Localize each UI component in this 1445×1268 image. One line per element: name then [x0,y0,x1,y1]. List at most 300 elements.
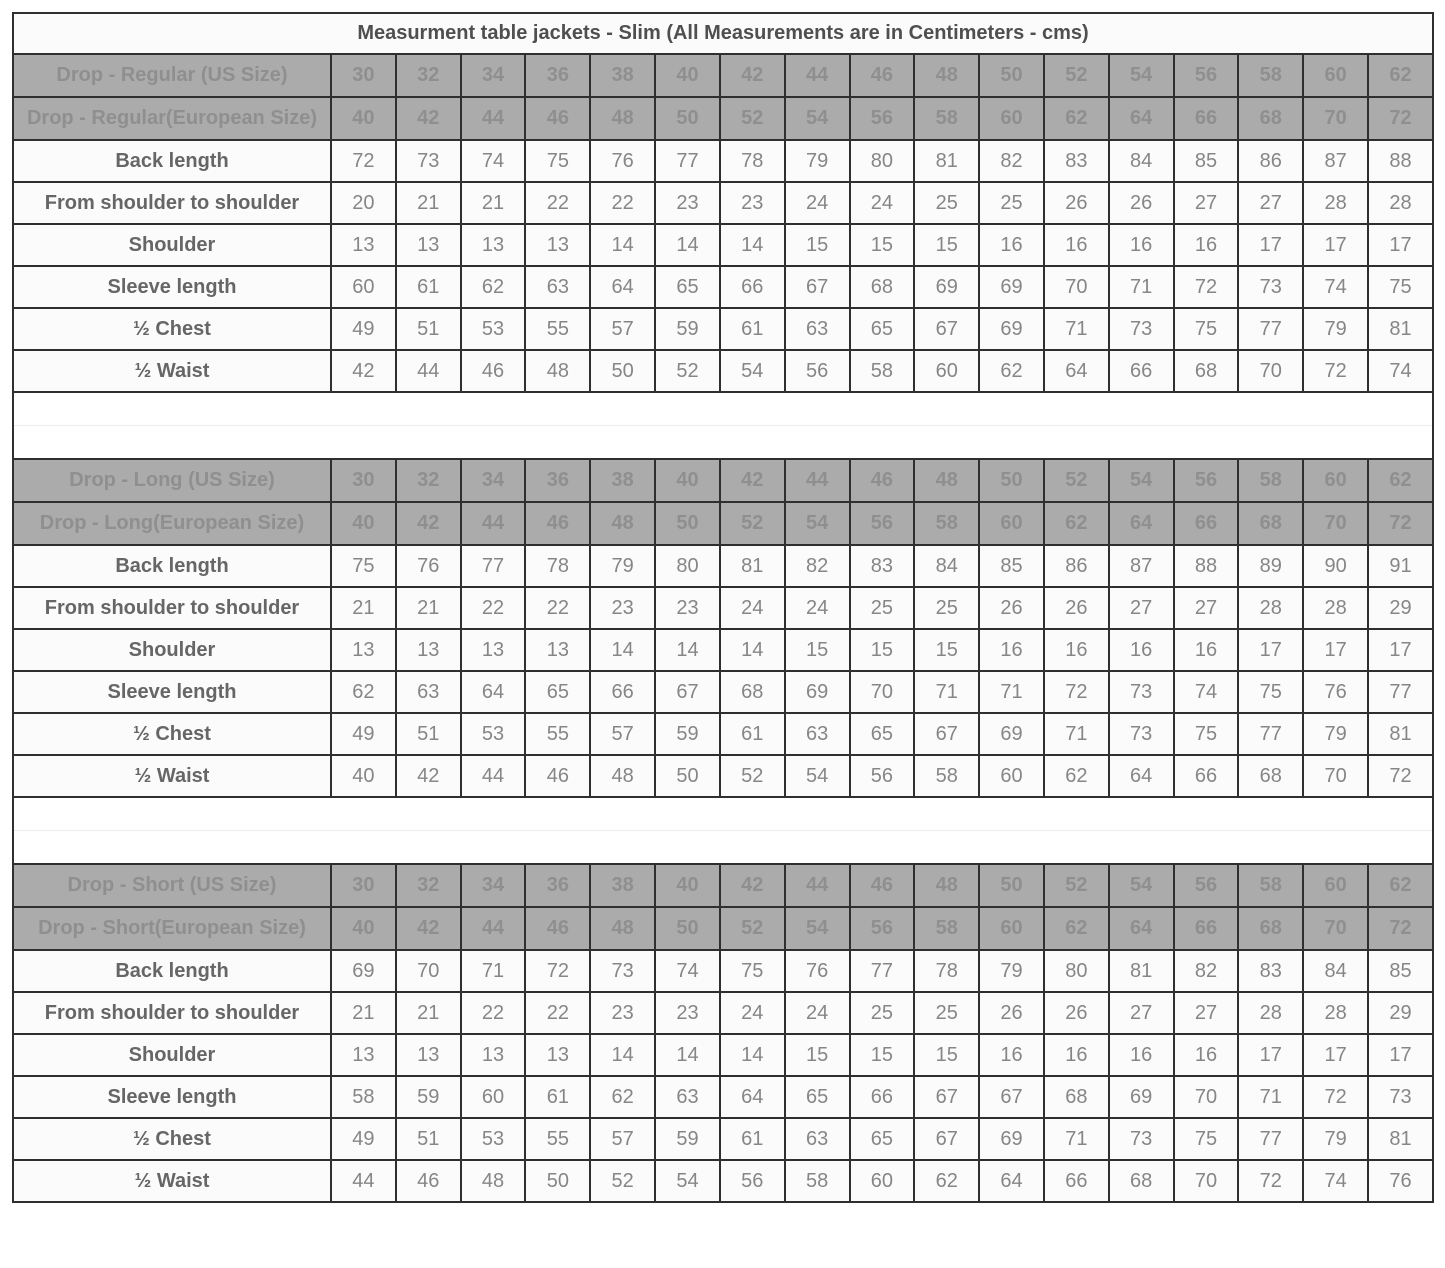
measurement-value-cell: 66 [1174,755,1239,797]
eu-size-cell: 70 [1303,97,1368,140]
measurement-value-cell: 14 [655,1034,720,1076]
measurement-value-cell: 13 [396,224,461,266]
measurement-value-cell: 17 [1368,224,1433,266]
measurement-value-cell: 25 [914,587,979,629]
measurement-value-cell: 87 [1303,140,1368,182]
measurement-value-cell: 76 [1303,671,1368,713]
measurement-value-cell: 76 [785,950,850,992]
measurement-value-cell: 22 [525,992,590,1034]
measurement-value-cell: 63 [785,308,850,350]
measurement-value-cell: 86 [1238,140,1303,182]
measurement-value-cell: 71 [1044,713,1109,755]
eu-size-cell: 46 [525,97,590,140]
measurement-label: Sleeve length [13,671,331,713]
measurement-value-cell: 76 [396,545,461,587]
measurement-value-cell: 28 [1303,587,1368,629]
measurement-value-cell: 56 [850,755,915,797]
eu-size-cell: 70 [1303,502,1368,545]
us-size-cell: 32 [396,864,461,907]
measurement-value-cell: 84 [914,545,979,587]
measurement-value-cell: 77 [655,140,720,182]
measurement-value-cell: 67 [914,713,979,755]
measurement-value-cell: 26 [1044,587,1109,629]
measurement-value-cell: 59 [396,1076,461,1118]
eu-size-cell: 48 [590,97,655,140]
eu-size-cell: 56 [850,502,915,545]
us-size-cell: 34 [461,864,526,907]
measurement-value-cell: 70 [1238,350,1303,392]
measurement-label: Sleeve length [13,266,331,308]
measurement-value-cell: 48 [525,350,590,392]
measurement-value-cell: 40 [331,755,396,797]
us-size-cell: 32 [396,459,461,502]
measurement-value-cell: 21 [396,587,461,629]
measurement-value-cell: 15 [914,224,979,266]
measurement-value-cell: 25 [914,992,979,1034]
eu-size-cell: 62 [1044,502,1109,545]
measurement-value-cell: 81 [1368,713,1433,755]
measurement-value-cell: 44 [331,1160,396,1202]
eu-size-cell: 48 [590,502,655,545]
eu-size-cell: 40 [331,97,396,140]
measurement-label: ½ Chest [13,713,331,755]
measurement-value-cell: 27 [1174,992,1239,1034]
measurement-value-cell: 16 [979,224,1044,266]
measurement-value-cell: 26 [1109,182,1174,224]
measurement-value-cell: 25 [914,182,979,224]
us-size-cell: 42 [720,54,785,97]
measurement-value-cell: 55 [525,1118,590,1160]
measurement-value-cell: 26 [979,992,1044,1034]
measurement-value-cell: 74 [1174,671,1239,713]
us-size-cell: 60 [1303,459,1368,502]
eu-size-cell: 68 [1238,97,1303,140]
measurement-value-cell: 62 [461,266,526,308]
measurement-value-cell: 20 [331,182,396,224]
measurement-value-cell: 16 [1109,629,1174,671]
measurement-value-cell: 69 [979,308,1044,350]
measurement-value-cell: 79 [590,545,655,587]
measurement-label: Shoulder [13,224,331,266]
measurement-label: From shoulder to shoulder [13,992,331,1034]
measurement-value-cell: 17 [1238,629,1303,671]
measurement-value-cell: 74 [1303,266,1368,308]
eu-size-cell: 58 [914,502,979,545]
measurement-value-cell: 73 [1238,266,1303,308]
measurement-value-cell: 75 [720,950,785,992]
measurement-value-cell: 75 [1174,1118,1239,1160]
measurement-value-cell: 81 [1368,1118,1433,1160]
measurement-value-cell: 17 [1368,629,1433,671]
measurement-value-cell: 58 [331,1076,396,1118]
measurement-value-cell: 72 [525,950,590,992]
us-size-cell: 50 [979,459,1044,502]
measurement-value-cell: 25 [850,587,915,629]
measurement-value-cell: 73 [1109,1118,1174,1160]
us-size-cell: 36 [525,864,590,907]
measurement-value-cell: 63 [785,713,850,755]
us-size-cell: 60 [1303,864,1368,907]
eu-size-cell: 64 [1109,502,1174,545]
eu-size-cell: 70 [1303,907,1368,950]
measurement-value-cell: 72 [331,140,396,182]
measurement-value-cell: 22 [525,587,590,629]
measurement-value-cell: 90 [1303,545,1368,587]
measurement-value-cell: 63 [655,1076,720,1118]
measurement-value-cell: 70 [396,950,461,992]
measurement-value-cell: 28 [1303,182,1368,224]
measurement-value-cell: 57 [590,1118,655,1160]
eu-size-cell: 62 [1044,97,1109,140]
eu-size-cell: 68 [1238,907,1303,950]
measurement-row [13,587,1433,629]
measurement-value-cell: 79 [1303,713,1368,755]
us-size-cell: 62 [1368,54,1433,97]
measurement-value-cell: 83 [1238,950,1303,992]
measurement-value-cell: 13 [331,629,396,671]
measurement-value-cell: 76 [1368,1160,1433,1202]
section-header-us-row [13,459,1433,502]
eu-size-cell: 42 [396,907,461,950]
measurement-row [13,545,1433,587]
measurement-value-cell: 59 [655,1118,720,1160]
measurement-value-cell: 72 [1303,350,1368,392]
measurement-value-cell: 62 [331,671,396,713]
section-header-us-row [13,54,1433,97]
measurement-value-cell: 16 [1174,224,1239,266]
measurement-row [13,224,1433,266]
measurement-value-cell: 59 [655,308,720,350]
measurement-value-cell: 62 [590,1076,655,1118]
us-size-cell: 48 [914,864,979,907]
measurement-value-cell: 64 [720,1076,785,1118]
measurement-label: ½ Waist [13,1160,331,1202]
eu-size-cell: 60 [979,502,1044,545]
eu-size-cell: 44 [461,907,526,950]
measurement-value-cell: 27 [1174,182,1239,224]
measurement-value-cell: 13 [331,1034,396,1076]
measurement-value-cell: 58 [785,1160,850,1202]
measurement-value-cell: 77 [1238,713,1303,755]
measurement-value-cell: 15 [914,1034,979,1076]
measurement-value-cell: 69 [979,713,1044,755]
measurement-value-cell: 13 [525,224,590,266]
measurement-value-cell: 15 [785,1034,850,1076]
eu-size-cell: 40 [331,907,396,950]
us-size-cell: 52 [1044,459,1109,502]
measurement-value-cell: 57 [590,713,655,755]
measurement-value-cell: 81 [914,140,979,182]
measurement-value-cell: 73 [1109,713,1174,755]
measurement-value-cell: 44 [461,755,526,797]
measurement-value-cell: 82 [1174,950,1239,992]
measurement-value-cell: 53 [461,713,526,755]
measurement-value-cell: 22 [461,992,526,1034]
eu-size-cell: 42 [396,97,461,140]
measurement-value-cell: 24 [850,182,915,224]
measurement-value-cell: 23 [655,587,720,629]
us-size-cell: 62 [1368,459,1433,502]
measurement-value-cell: 16 [1109,224,1174,266]
section-spacer-row [13,392,1433,426]
measurement-value-cell: 73 [396,140,461,182]
measurement-value-cell: 49 [331,308,396,350]
section-header-eu-row [13,907,1433,950]
eu-size-row-label: Drop - Regular(European Size) [13,97,331,140]
measurement-value-cell: 17 [1238,1034,1303,1076]
us-size-cell: 38 [590,54,655,97]
measurement-value-cell: 22 [590,182,655,224]
measurement-value-cell: 74 [1303,1160,1368,1202]
measurement-value-cell: 54 [655,1160,720,1202]
measurement-value-cell: 70 [1044,266,1109,308]
measurement-value-cell: 65 [850,713,915,755]
us-size-cell: 38 [590,459,655,502]
us-size-cell: 56 [1174,54,1239,97]
measurement-value-cell: 17 [1303,629,1368,671]
measurement-row [13,266,1433,308]
measurement-value-cell: 27 [1238,182,1303,224]
eu-size-cell: 44 [461,502,526,545]
us-size-cell: 42 [720,864,785,907]
eu-size-cell: 54 [785,907,850,950]
eu-size-cell: 46 [525,502,590,545]
measurement-row [13,629,1433,671]
measurement-label: Shoulder [13,1034,331,1076]
measurement-value-cell: 86 [1044,545,1109,587]
us-size-cell: 34 [461,459,526,502]
measurement-value-cell: 88 [1174,545,1239,587]
measurement-value-cell: 46 [525,755,590,797]
measurement-value-cell: 67 [914,1076,979,1118]
measurement-value-cell: 26 [1044,182,1109,224]
section-header-eu-row [13,502,1433,545]
eu-size-cell: 50 [655,97,720,140]
measurement-value-cell: 72 [1044,671,1109,713]
measurement-value-cell: 69 [1109,1076,1174,1118]
section-header-eu-row [13,97,1433,140]
measurement-value-cell: 60 [914,350,979,392]
measurement-value-cell: 85 [979,545,1044,587]
measurement-value-cell: 15 [850,629,915,671]
measurement-value-cell: 62 [914,1160,979,1202]
measurement-value-cell: 23 [720,182,785,224]
measurement-value-cell: 85 [1174,140,1239,182]
us-size-cell: 54 [1109,54,1174,97]
eu-size-cell: 52 [720,907,785,950]
measurement-value-cell: 75 [1174,713,1239,755]
measurement-value-cell: 16 [1044,629,1109,671]
measurement-value-cell: 69 [785,671,850,713]
measurement-value-cell: 78 [720,140,785,182]
us-size-cell: 46 [850,864,915,907]
measurement-value-cell: 14 [655,629,720,671]
section-spacer [13,797,1433,831]
us-size-cell: 58 [1238,864,1303,907]
measurement-value-cell: 50 [655,755,720,797]
measurement-value-cell: 16 [979,629,1044,671]
measurement-value-cell: 71 [1044,308,1109,350]
measurement-value-cell: 21 [461,182,526,224]
measurement-value-cell: 53 [461,308,526,350]
eu-size-row-label: Drop - Short(European Size) [13,907,331,950]
eu-size-cell: 60 [979,97,1044,140]
measurement-value-cell: 55 [525,308,590,350]
measurement-value-cell: 88 [1368,140,1433,182]
section-spacer [13,426,1433,460]
us-size-cell: 36 [525,459,590,502]
measurement-value-cell: 78 [525,545,590,587]
measurement-label: Back length [13,140,331,182]
measurement-value-cell: 61 [720,713,785,755]
measurement-value-cell: 61 [396,266,461,308]
measurement-value-cell: 66 [1044,1160,1109,1202]
section-spacer-row [13,831,1433,865]
measurement-value-cell: 77 [1238,1118,1303,1160]
measurement-value-cell: 81 [1368,308,1433,350]
measurement-value-cell: 68 [1044,1076,1109,1118]
measurement-value-cell: 66 [850,1076,915,1118]
measurement-value-cell: 29 [1368,992,1433,1034]
measurement-row [13,1076,1433,1118]
measurement-value-cell: 13 [461,629,526,671]
measurement-value-cell: 67 [979,1076,1044,1118]
us-size-cell: 46 [850,459,915,502]
measurement-value-cell: 85 [1368,950,1433,992]
eu-size-cell: 46 [525,907,590,950]
measurement-value-cell: 58 [914,755,979,797]
measurement-value-cell: 64 [590,266,655,308]
measurement-value-cell: 69 [979,1118,1044,1160]
measurement-value-cell: 64 [1044,350,1109,392]
measurement-value-cell: 22 [525,182,590,224]
measurement-value-cell: 51 [396,308,461,350]
section-header-us-row [13,864,1433,907]
measurement-row [13,992,1433,1034]
measurement-row [13,1034,1433,1076]
eu-size-cell: 58 [914,907,979,950]
measurement-value-cell: 68 [1109,1160,1174,1202]
measurement-value-cell: 89 [1238,545,1303,587]
measurement-value-cell: 52 [655,350,720,392]
measurement-value-cell: 24 [785,992,850,1034]
measurement-value-cell: 55 [525,713,590,755]
measurement-value-cell: 70 [1303,755,1368,797]
eu-size-cell: 48 [590,907,655,950]
measurement-value-cell: 27 [1109,587,1174,629]
measurement-value-cell: 71 [1044,1118,1109,1160]
measurement-value-cell: 15 [785,629,850,671]
measurement-value-cell: 83 [850,545,915,587]
measurement-value-cell: 67 [785,266,850,308]
measurement-value-cell: 16 [979,1034,1044,1076]
measurement-value-cell: 61 [525,1076,590,1118]
measurement-value-cell: 67 [655,671,720,713]
us-size-cell: 56 [1174,459,1239,502]
us-size-cell: 52 [1044,864,1109,907]
measurement-value-cell: 28 [1238,587,1303,629]
measurement-row [13,1160,1433,1202]
measurement-value-cell: 73 [1109,308,1174,350]
measurement-value-cell: 77 [1368,671,1433,713]
measurement-value-cell: 53 [461,1118,526,1160]
measurement-value-cell: 24 [785,587,850,629]
measurement-value-cell: 15 [914,629,979,671]
measurement-value-cell: 21 [331,992,396,1034]
us-size-cell: 40 [655,54,720,97]
eu-size-cell: 72 [1368,907,1433,950]
measurement-value-cell: 74 [1368,350,1433,392]
measurement-value-cell: 79 [1303,1118,1368,1160]
measurement-value-cell: 54 [720,350,785,392]
measurement-value-cell: 16 [1174,629,1239,671]
measurement-row [13,755,1433,797]
measurement-value-cell: 70 [1174,1160,1239,1202]
us-size-cell: 30 [331,459,396,502]
eu-size-cell: 68 [1238,502,1303,545]
measurement-value-cell: 59 [655,713,720,755]
eu-size-cell: 60 [979,907,1044,950]
measurement-value-cell: 80 [1044,950,1109,992]
measurement-label: ½ Chest [13,1118,331,1160]
measurement-value-cell: 75 [331,545,396,587]
measurement-value-cell: 62 [1044,755,1109,797]
eu-size-cell: 72 [1368,97,1433,140]
us-size-cell: 34 [461,54,526,97]
us-size-cell: 42 [720,459,785,502]
measurement-value-cell: 49 [331,1118,396,1160]
measurement-value-cell: 69 [979,266,1044,308]
measurement-value-cell: 24 [720,992,785,1034]
measurement-value-cell: 28 [1368,182,1433,224]
measurement-value-cell: 64 [461,671,526,713]
measurement-value-cell: 84 [1109,140,1174,182]
measurement-value-cell: 16 [1044,224,1109,266]
measurement-value-cell: 73 [1368,1076,1433,1118]
measurement-value-cell: 17 [1368,1034,1433,1076]
measurement-value-cell: 28 [1238,992,1303,1034]
measurement-value-cell: 46 [396,1160,461,1202]
eu-size-cell: 54 [785,502,850,545]
measurement-value-cell: 13 [461,224,526,266]
us-size-cell: 44 [785,459,850,502]
measurement-value-cell: 63 [525,266,590,308]
measurement-value-cell: 65 [525,671,590,713]
measurement-value-cell: 17 [1303,1034,1368,1076]
measurement-value-cell: 13 [461,1034,526,1076]
measurement-value-cell: 54 [785,755,850,797]
measurement-value-cell: 42 [396,755,461,797]
measurement-value-cell: 50 [590,350,655,392]
section-spacer [13,831,1433,865]
measurement-value-cell: 75 [525,140,590,182]
measurement-value-cell: 79 [979,950,1044,992]
measurement-value-cell: 75 [1174,308,1239,350]
measurement-value-cell: 60 [331,266,396,308]
measurement-value-cell: 82 [785,545,850,587]
us-size-cell: 44 [785,54,850,97]
eu-size-row-label: Drop - Long(European Size) [13,502,331,545]
measurement-value-cell: 63 [785,1118,850,1160]
measurement-value-cell: 69 [914,266,979,308]
eu-size-cell: 52 [720,502,785,545]
measurement-value-cell: 66 [720,266,785,308]
measurement-value-cell: 52 [720,755,785,797]
measurement-value-cell: 61 [720,1118,785,1160]
measurement-label: From shoulder to shoulder [13,182,331,224]
measurement-value-cell: 64 [1109,755,1174,797]
measurement-value-cell: 29 [1368,587,1433,629]
